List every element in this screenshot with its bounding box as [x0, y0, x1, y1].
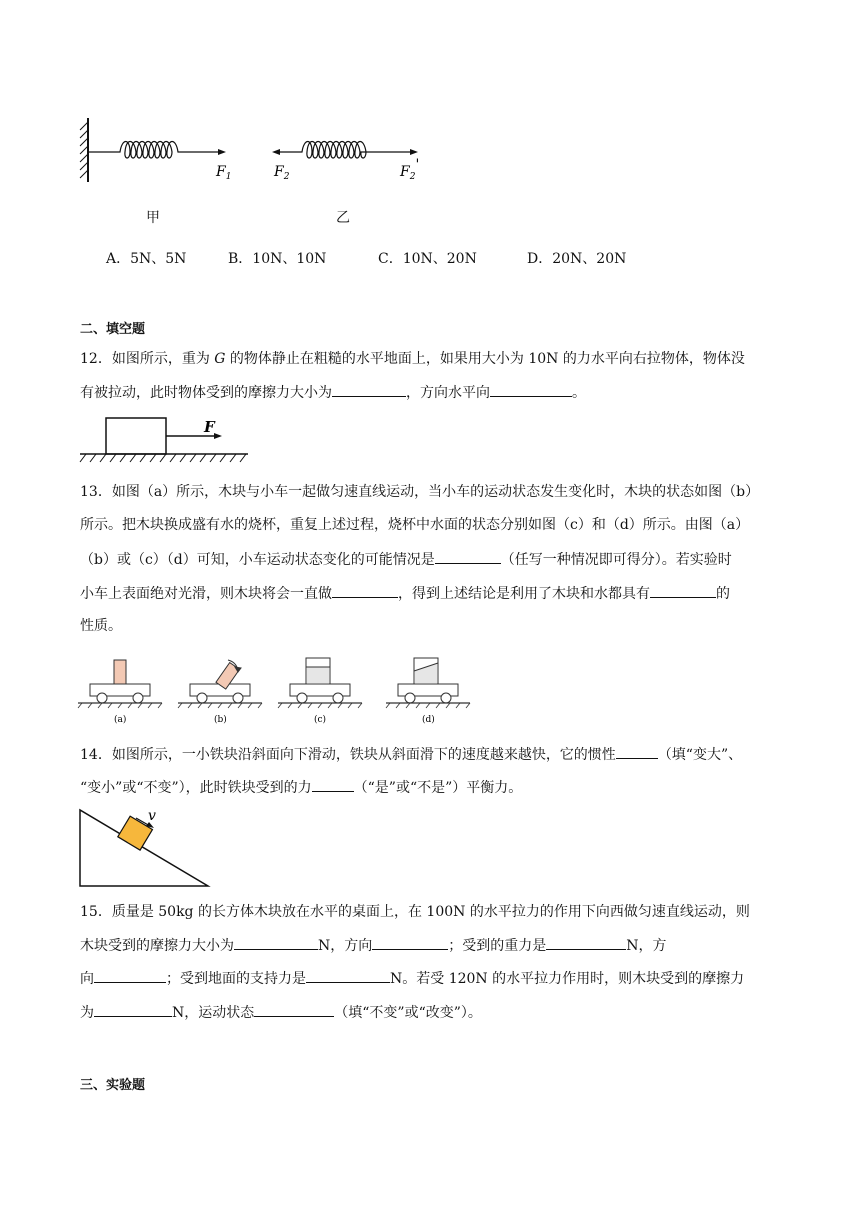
caption-a: (a)	[114, 715, 127, 725]
q15-blank-1[interactable]	[234, 935, 318, 950]
q13-line-3: （b）或（c）（d）可知，小车运动状态变化的可能情况是 （任写一种情况即可得分）。若实验时	[80, 549, 732, 570]
q15-line-4: 为 N，运动状态 （填“不变”或“改变”）。	[80, 1002, 482, 1023]
section-heading-fill-in: 二、填空题	[80, 322, 146, 337]
q13-blank-2[interactable]	[332, 583, 398, 598]
f1-label: $F_1$	[216, 164, 232, 182]
q13-line-1: 13．如图（a）所示，木块与小车一起做匀速直线运动，当小车的运动状态发生变化时，木块的状态如图（b）	[80, 484, 760, 500]
q13-line-5: 性质。	[80, 618, 122, 634]
q12-blank-1[interactable]	[332, 382, 406, 397]
caption-b: (b)	[214, 715, 227, 725]
f2-prime-label: $F_2'$	[400, 157, 420, 182]
q15-blank-7[interactable]	[254, 1002, 334, 1017]
spring-figure-q11	[70, 110, 450, 190]
caption-d: (d)	[422, 715, 435, 725]
q12-line-1: 12．如图所示，重为 G 的物体静止在粗糙的水平地面上，如果用大小为 10N 的力水平向右拉物体，物体没	[80, 351, 745, 367]
section-heading-experiment: 三、实验题	[80, 1078, 146, 1093]
q15-blank-6[interactable]	[94, 1002, 172, 1017]
option-a: A．5N、5N	[106, 251, 187, 267]
incline-figure-q14	[76, 806, 216, 890]
q15-blank-5[interactable]	[306, 968, 390, 983]
q12-blank-2[interactable]	[490, 382, 572, 397]
q14-line-1: 14．如图所示，一小铁块沿斜面向下滑动，铁块从斜面滑下的速度越来越快，它的惯性 （填“变大”、	[80, 744, 742, 765]
q14-line-2: “变小”或“不变”），此时铁块受到的力 （“是”或“不是”）平衡力。	[80, 777, 522, 798]
q15-blank-4[interactable]	[94, 968, 166, 983]
block-figure-q12	[76, 414, 254, 466]
q14-blank-1[interactable]	[616, 744, 658, 759]
caption-c: (c)	[314, 715, 327, 725]
velocity-v-label: v	[148, 808, 156, 824]
q13-blank-1[interactable]	[435, 549, 501, 564]
q15-line-1: 15．质量是 50kg 的长方体木块放在水平的桌面上，在 100N 的水平拉力的作用下向西做匀速直线运动，则	[80, 904, 750, 920]
option-b: B．10N、10N	[228, 251, 327, 267]
q15-blank-2[interactable]	[372, 935, 448, 950]
q15-line-3: 向 ；受到地面的支持力是 N。若受 120N 的水平拉力作用时，则木块受到的摩擦力	[80, 968, 744, 989]
q13-line-4: 小车上表面绝对光滑，则木块将会一直做 ，得到上述结论是利用了木块和水都具有 的	[80, 583, 730, 604]
q15-blank-3[interactable]	[546, 935, 626, 950]
q12-line-2: 有被拉动，此时物体受到的摩擦力大小为 ，方向水平向 。	[80, 382, 586, 403]
q13-blank-3[interactable]	[650, 583, 716, 598]
cart-figures-q13	[76, 650, 476, 726]
figure-label-yi: 乙	[336, 210, 350, 226]
figure-label-jia: 甲	[146, 210, 160, 226]
q15-line-2: 木块受到的摩擦力大小为 N，方向 ；受到的重力是 N，方	[80, 935, 667, 956]
force-f-label: F	[204, 418, 215, 436]
option-d: D．20N、20N	[527, 251, 627, 267]
q13-line-2: 所示。把木块换成盛有水的烧杯，重复上述过程，烧杯中水面的状态分别如图（c）和（d）所示。由图（a）	[80, 517, 750, 533]
q14-blank-2[interactable]	[312, 777, 354, 792]
f2-label: $F_2$	[274, 164, 290, 182]
option-c: C．10N、20N	[378, 251, 477, 267]
